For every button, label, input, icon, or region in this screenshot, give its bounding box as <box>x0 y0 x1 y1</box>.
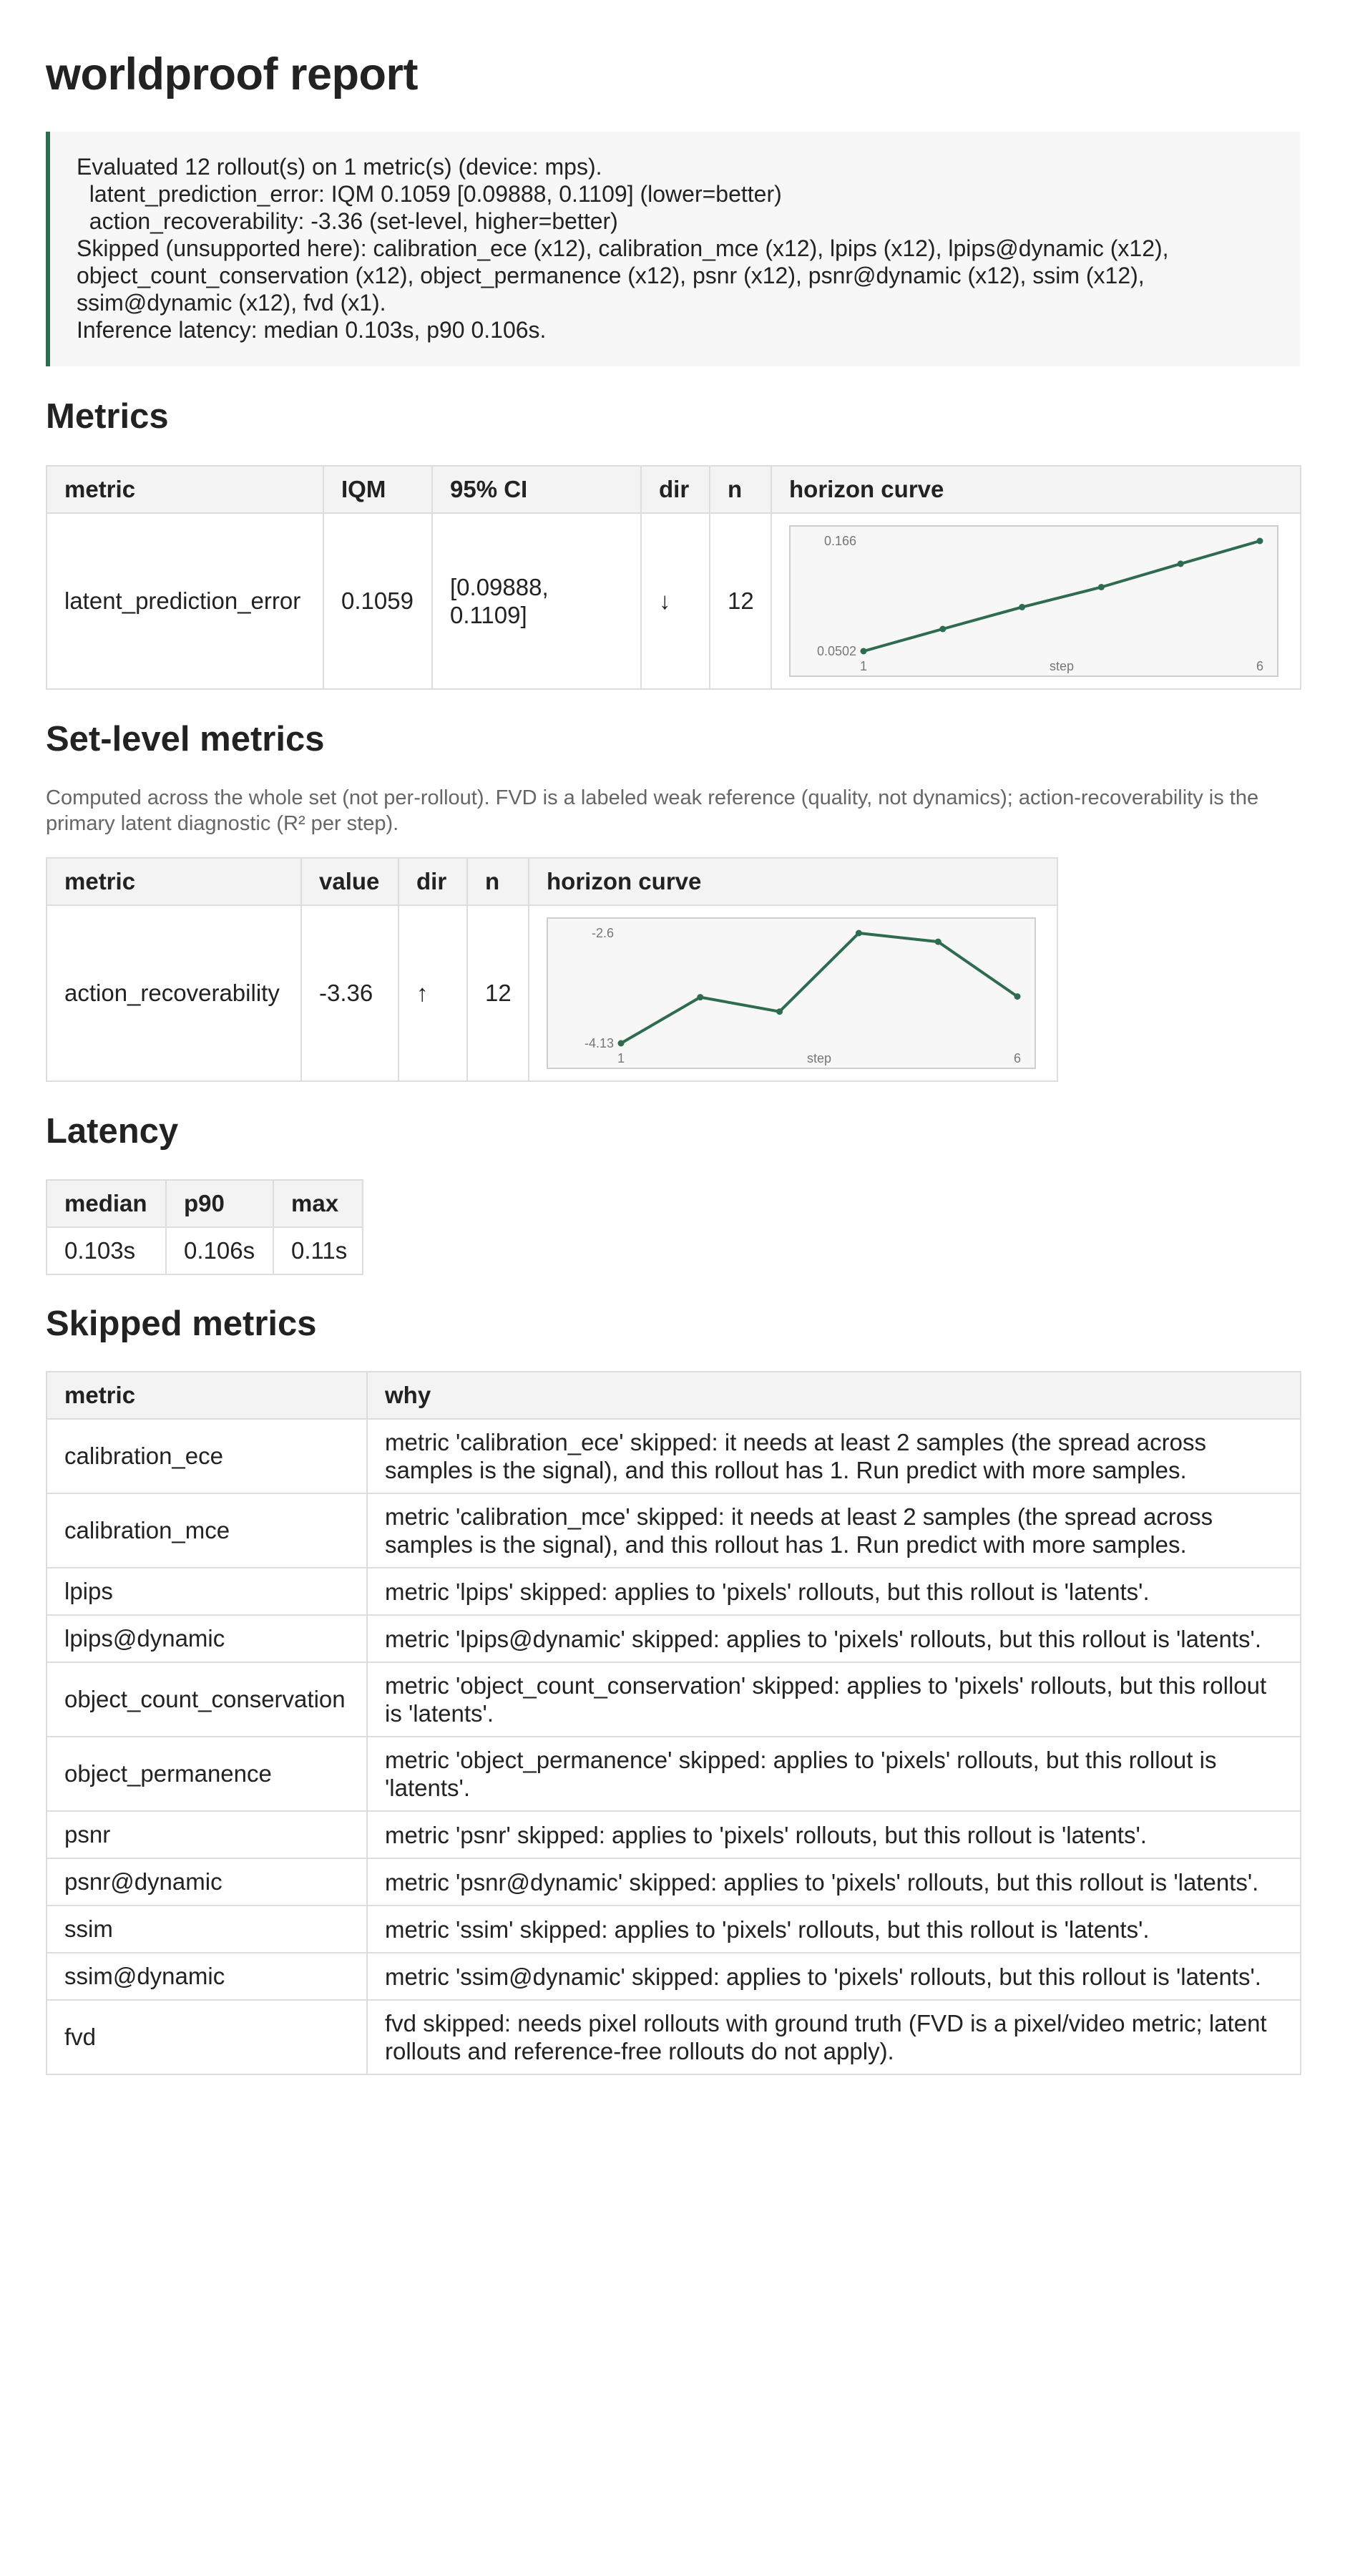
skipped-table <box>46 1371 1301 2075</box>
column-header: median <box>47 1180 166 1227</box>
x-start-label: 1 <box>859 659 868 673</box>
data-point <box>1098 584 1105 590</box>
metrics-table <box>46 465 1301 690</box>
n-cell: 12 <box>467 905 529 1081</box>
summary-line: ssim@dynamic (x12), fvd (x1). <box>77 290 386 316</box>
ci-cell: [0.09888, 0.1109] <box>432 513 641 689</box>
data-point <box>697 994 703 1000</box>
set-level-table <box>46 857 1058 1082</box>
summary-line: latent_prediction_error: IQM 0.1059 [0.09888, 0.1109] (lower=better) <box>77 181 782 207</box>
table-row <box>47 1615 1301 1662</box>
skip-reason-cell: metric 'ssim@dynamic' skipped: applies to 'pixels' rollouts, but this rollout is 'latents'. <box>367 1953 1301 2000</box>
table-row <box>47 1227 363 1274</box>
summary-line: Skipped (unsupported here): calibration_ece (x12), calibration_mce (x12), lpips (x12), lpips@dynamic (x12), <box>77 235 1169 261</box>
y-max-label: -2.6 <box>591 926 614 940</box>
table-row <box>47 1419 1301 1493</box>
table-row <box>47 1953 1301 2000</box>
column-header: why <box>367 1372 1301 1419</box>
page-title: worldproof report <box>46 49 418 99</box>
x-start-label: 1 <box>617 1051 625 1065</box>
y-min-label: -4.13 <box>584 1036 614 1050</box>
iqm-cell: 0.1059 <box>323 513 432 689</box>
x-end-label: 6 <box>1013 1051 1022 1065</box>
latency-p90-cell: 0.106s <box>166 1227 273 1274</box>
data-point <box>776 1008 783 1015</box>
latency-median-cell: 0.103s <box>47 1227 166 1274</box>
column-header: metric <box>47 466 323 513</box>
column-header: horizon curve <box>529 858 1057 905</box>
horizon-curve-cell <box>529 905 1057 1081</box>
skip-reason-cell: metric 'object_permanence' skipped: applies to 'pixels' rollouts, but this rollout is 'latents'. <box>367 1737 1301 1811</box>
table-row <box>47 1737 1301 1811</box>
table-header-row <box>47 858 1057 905</box>
horizon-curve-cell <box>771 513 1301 689</box>
summary-line: object_count_conservation (x12), object_permanence (x12), psnr (x12), psnr@dynamic (x12), ssim (x12), <box>77 263 1145 288</box>
table-header-row <box>47 466 1301 513</box>
column-header: 95% CI <box>432 466 641 513</box>
column-header: dir <box>398 858 467 905</box>
column-header: IQM <box>323 466 432 513</box>
data-point <box>935 939 942 945</box>
n-cell: 12 <box>710 513 771 689</box>
summary-line: action_recoverability: -3.36 (set-level, higher=better) <box>77 208 618 234</box>
metric-name-cell: psnr <box>47 1811 367 1858</box>
metric-name-cell: object_permanence <box>47 1737 367 1811</box>
metric-name-cell: object_count_conservation <box>47 1662 367 1737</box>
data-point <box>618 1040 625 1047</box>
horizon-curve-chart <box>547 917 1036 1069</box>
metric-name-cell: calibration_ece <box>47 1419 367 1493</box>
set-level-note: Computed across the whole set (not per-rollout). FVD is a labeled weak reference (quality, not dynamics); action-recoverability is the primary latent diagnostic (R² per step). <box>46 786 1259 835</box>
value-cell: -3.36 <box>301 905 398 1081</box>
skip-reason-cell: metric 'psnr' skipped: applies to 'pixels' rollouts, but this rollout is 'latents'. <box>367 1811 1301 1858</box>
data-point <box>1257 538 1263 545</box>
set-level-heading: Set-level metrics <box>46 720 325 758</box>
skip-reason-cell: metric 'ssim' skipped: applies to 'pixels' rollouts, but this rollout is 'latents'. <box>367 1906 1301 1953</box>
metric-name-cell: lpips <box>47 1568 367 1615</box>
table-row <box>47 1811 1301 1858</box>
column-header: horizon curve <box>771 466 1301 513</box>
data-point <box>1014 993 1021 1000</box>
skip-reason-cell: metric 'lpips' skipped: applies to 'pixels' rollouts, but this rollout is 'latents'. <box>367 1568 1301 1615</box>
direction-cell: ↑ <box>398 905 467 1081</box>
x-end-label: 6 <box>1256 659 1264 673</box>
y-min-label: 0.0502 <box>816 644 856 658</box>
skip-reason-cell: metric 'object_count_conservation' skipped: applies to 'pixels' rollouts, but this rollout is 'latents'. <box>367 1662 1301 1737</box>
column-header: value <box>301 858 398 905</box>
column-header: metric <box>47 858 301 905</box>
latency-table <box>46 1179 363 1275</box>
column-header: p90 <box>166 1180 273 1227</box>
metric-name-cell: fvd <box>47 2000 367 2074</box>
x-axis-label: step <box>1049 659 1075 673</box>
table-row <box>47 1568 1301 1615</box>
column-header: metric <box>47 1372 367 1419</box>
horizon-curve-chart <box>789 525 1278 677</box>
metric-name-cell: lpips@dynamic <box>47 1615 367 1662</box>
y-max-label: 0.166 <box>823 534 856 548</box>
data-point <box>939 626 946 633</box>
summary-box <box>46 132 1300 366</box>
skip-reason-cell: metric 'calibration_mce' skipped: it needs at least 2 samples (the spread across samples is the signal), and this rollout has 1. Run predict with more samples. <box>367 1493 1301 1568</box>
metric-name-cell: ssim@dynamic <box>47 1953 367 2000</box>
table-row <box>47 1662 1301 1737</box>
summary-line: Evaluated 12 rollout(s) on 1 metric(s) (device: mps). <box>77 154 602 180</box>
data-point <box>856 930 862 937</box>
column-header: max <box>273 1180 363 1227</box>
metric-name-cell: action_recoverability <box>47 905 301 1081</box>
table-row <box>47 513 1301 689</box>
table-header-row <box>47 1180 363 1227</box>
metric-name-cell: psnr@dynamic <box>47 1858 367 1906</box>
table-row <box>47 1858 1301 1906</box>
metric-name-cell: ssim <box>47 1906 367 1953</box>
skip-reason-cell: metric 'calibration_ece' skipped: it needs at least 2 samples (the spread across samples is the signal), and this rollout has 1. Run predict with more samples. <box>367 1419 1301 1493</box>
skipped-heading: Skipped metrics <box>46 1304 317 1343</box>
skip-reason-cell: metric 'psnr@dynamic' skipped: applies to 'pixels' rollouts, but this rollout is 'latents'. <box>367 1858 1301 1906</box>
latency-max-cell: 0.11s <box>273 1227 363 1274</box>
table-row <box>47 2000 1301 2074</box>
summary-line: Inference latency: median 0.103s, p90 0.106s. <box>77 317 547 343</box>
data-point <box>1178 560 1184 567</box>
metric-name-cell: latent_prediction_error <box>47 513 323 689</box>
latency-heading: Latency <box>46 1112 179 1151</box>
skip-reason-cell: metric 'lpips@dynamic' skipped: applies to 'pixels' rollouts, but this rollout is 'latents'. <box>367 1615 1301 1662</box>
metric-name-cell: calibration_mce <box>47 1493 367 1568</box>
metrics-heading: Metrics <box>46 397 169 436</box>
data-point <box>1019 604 1025 610</box>
column-header: n <box>710 466 771 513</box>
table-row <box>47 1906 1301 1953</box>
column-header: dir <box>641 466 710 513</box>
table-row <box>47 905 1057 1081</box>
direction-cell: ↓ <box>641 513 710 689</box>
skip-reason-cell: fvd skipped: needs pixel rollouts with ground truth (FVD is a pixel/video metric; latent rollouts and reference-free rollouts do not apply). <box>367 2000 1301 2074</box>
column-header: n <box>467 858 529 905</box>
x-axis-label: step <box>806 1051 832 1065</box>
table-row <box>47 1493 1301 1568</box>
data-point <box>861 648 867 655</box>
table-header-row <box>47 1372 1301 1419</box>
